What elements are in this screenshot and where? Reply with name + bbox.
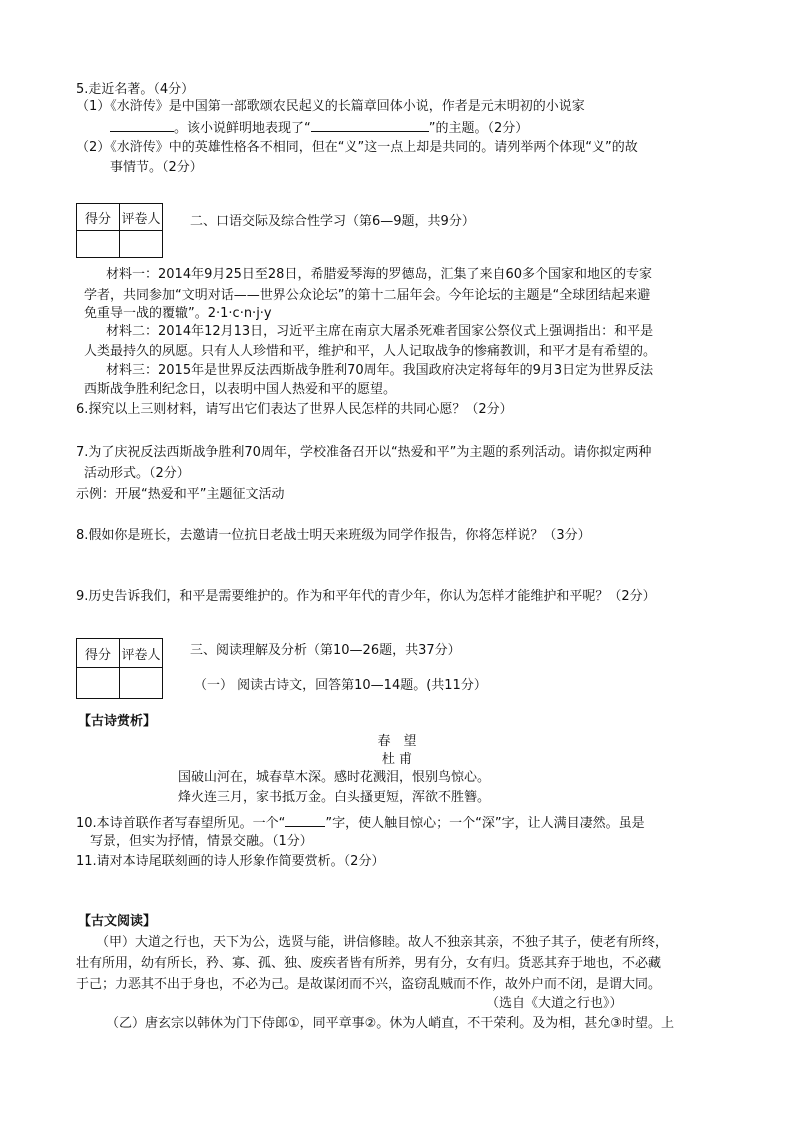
score-table-section3 (76, 638, 163, 699)
section3-title: 三、阅读理解及分析（第10—26题，共37分） (190, 643, 461, 658)
q5-part2-line2: 事情节。（2分） (110, 160, 203, 175)
section3-sub1: （一） 阅读古诗文，回答第10—14题。(共11分） (194, 678, 487, 693)
grader-cell[interactable] (120, 231, 163, 258)
q11-text: 11.请对本诗尾联刻画的诗人形象作简要赏析。（2分） (76, 854, 385, 869)
poem-line2: 烽火连三月，家书抵万金。白头搔更短，浑欲不胜簪。 (178, 790, 491, 805)
grader-cell[interactable] (120, 668, 163, 699)
score-label: 得分 (77, 639, 120, 668)
material3-line1: 材料三：2015年是世界反法西斯战争胜利70周年。我国政府决定将每年的9月3日定为世界反法 (106, 363, 654, 378)
section2-title: 二、口语交际及综合性学习（第6—9题，共9分） (190, 214, 475, 229)
q8-text: 8.假如你是班长，去邀请一位抗日老战士明天来班级为同学作报告，你将怎样说？（3分） (76, 528, 591, 543)
q5-part1-line2: 。该小说鲜明地表现了“ ”的主题。（2分） (110, 117, 528, 139)
q7-example: 示例：开展“热爱和平”主题征文活动 (76, 487, 285, 502)
score-cell[interactable] (77, 668, 120, 699)
passage-jia-line3: 于己；力恶其不出于身也，不必为己。是故谋闭而不兴，盗窃乱贼而不作，故外户而不闭，是谓大同。 (76, 977, 662, 992)
prose-header: 【古文阅读】 (78, 914, 157, 929)
q5-title: 5.走近名著。（4分） (76, 82, 195, 97)
passage-jia-line1: （甲）大道之行也，天下为公，选贤与能，讲信修睦。故人不独亲其亲，不独子其子，使老有所终， (96, 935, 669, 950)
material2-line1: 材料二：2014年12月13日，习近平主席在南京大屠杀死难者国家公祭仪式上强调指出：和平是 (106, 324, 654, 339)
grader-label: 评卷人 (120, 639, 163, 668)
grader-label: 评卷人 (120, 204, 163, 231)
q7-line1: 7.为了庆祝反法西斯战争胜利70周年，学校准备召开以“热爱和平”为主题的系列活动。请你拟定两种 (76, 445, 652, 460)
answer-blank-q10[interactable] (285, 812, 325, 827)
poem-title: 春 望 (377, 734, 417, 749)
material3-line2: 西斯战争胜利纪念日，以表明中国人热爱和平的愿望。 (84, 382, 397, 397)
score-label: 得分 (77, 204, 120, 231)
q10-line1: 10.本诗首联作者写春望所见。一个“ ”字，使人触目惊心；一个“深”字，让人满目凄然。虽是 (76, 812, 645, 834)
q5-part1-line1: （1）《水浒传》是中国第一部歌颂农民起义的长篇章回体小说，作者是元末明初的小说家 (76, 99, 585, 114)
passage-yi-line1: （乙）唐玄宗以韩休为门下侍郎①，同平章事②。休为人峭直，不干荣利。及为相，甚允③时望。上 (106, 1016, 674, 1031)
material1-line1: 材料一：2014年9月25日至28日，希腊爱琴海的罗德岛，汇集了来自60多个国家和地区的专家 (106, 267, 652, 282)
score-cell[interactable] (77, 231, 120, 258)
answer-blank-author[interactable] (110, 117, 174, 132)
q9-text: 9.历史告诉我们，和平是需要维护的。作为和平年代的青少年，你认为怎样才能维护和平呢？（2分） (76, 589, 656, 604)
passage-jia-line2: 壮有所用，幼有所长，矜、寡、孤、独、废疾者皆有所养，男有分，女有归。货恶其弃于地也，不必藏 (76, 956, 662, 971)
q7-line2: 活动形式。（2分） (84, 466, 190, 481)
q6-text: 6.探究以上三则材料，请写出它们表达了世界人民怎样的共同心愿？（2分） (76, 402, 513, 417)
q10-line2: 写景，但实为抒情，情景交融。（1分） (90, 834, 313, 849)
poem-line1: 国破山河在，城春草木深。感时花溅泪，恨别鸟惊心。 (178, 770, 491, 785)
passage-jia-source: （选自《大道之行也》） (486, 996, 623, 1011)
answer-blank-theme[interactable] (311, 117, 429, 132)
material2-line2: 人类最持久的夙愿。只有人人珍惜和平，维护和平，人人记取战争的惨痛教训，和平才是有希望的。 (84, 344, 657, 359)
poem-author: 杜 甫 (381, 752, 413, 767)
score-table-section2 (76, 203, 163, 258)
q5-part2-line1: （2）《水浒传》中的英雄性格各不相同，但在“义”这一点上却是共同的。请列举两个体现“义”的故 (76, 140, 638, 155)
material1-line3: 免重导一战的覆辙”。2·1·c·n·j·y (84, 306, 272, 321)
poem-header: 【古诗赏析】 (78, 714, 157, 729)
material1-line2: 学者，共同参加“文明对话——世界公众论坛”的第十二届年会。今年论坛的主题是“全球团结起来避 (84, 288, 651, 303)
